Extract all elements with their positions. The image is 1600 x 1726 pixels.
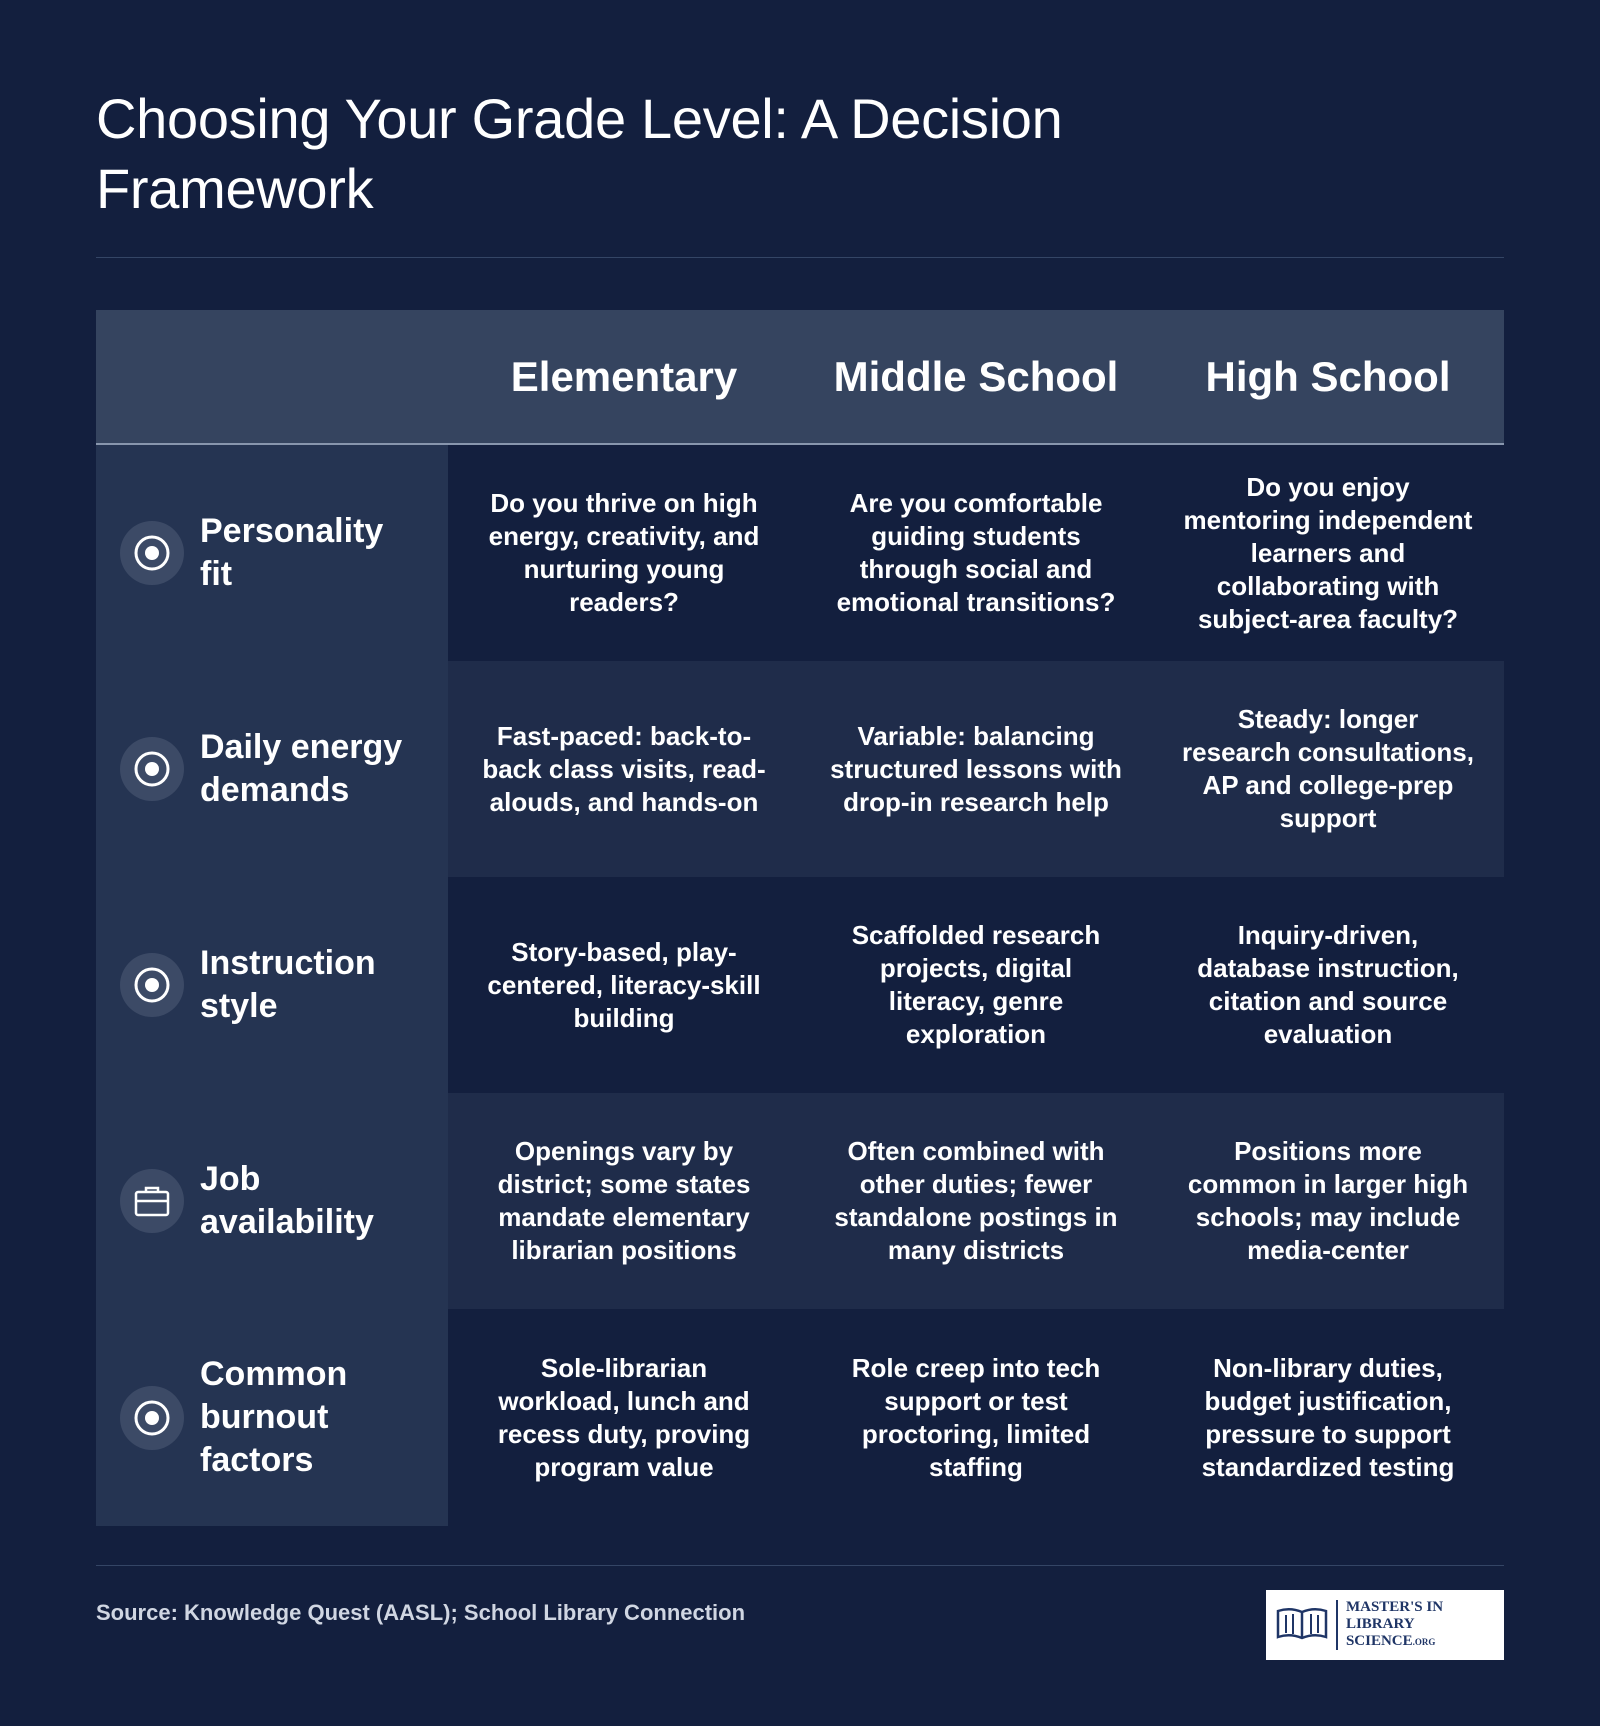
target-icon	[120, 521, 184, 585]
target-icon	[120, 737, 184, 801]
table-cell: Steady: longer research consultations, AP and college-prep support	[1152, 661, 1504, 877]
table-cell: Fast-paced: back-to-back class visits, read-alouds, and hands-on	[448, 661, 800, 877]
logo-line-1: MASTER'S IN	[1345, 1599, 1444, 1615]
logo-suffix: .ORG	[1412, 1637, 1436, 1647]
source-note: Source: Knowledge Quest (AASL); School Library Connection	[96, 1600, 746, 1625]
footer-divider	[96, 1565, 1504, 1566]
row-label-personality-fit	[96, 445, 448, 661]
row-label-text: Instruction style	[200, 944, 376, 1025]
logo-divider	[1336, 1600, 1338, 1650]
site-logo	[1266, 1590, 1504, 1660]
row-label-job-availability	[96, 1093, 448, 1309]
table-cell: Sole-librarian workload, lunch and recess duty, proving program value	[448, 1309, 800, 1526]
page-title: Choosing Your Grade Level: A Decision Framework	[96, 87, 1063, 220]
table-cell: Openings vary by district; some states mandate elementary librarian positions	[448, 1093, 800, 1309]
book-icon	[1274, 1603, 1330, 1648]
header-corner	[96, 310, 448, 445]
row-label-text: Common burnout factors	[200, 1355, 348, 1479]
briefcase-icon	[120, 1169, 184, 1233]
logo-line-2: LIBRARY SCIENCE	[1345, 1616, 1415, 1649]
table-cell: Story-based, play-centered, literacy-skill building	[448, 877, 800, 1093]
decision-table	[96, 310, 1504, 1526]
table-cell: Role creep into tech support or test proctoring, limited staffing	[800, 1309, 1152, 1526]
table-cell: Inquiry-driven, database instruction, citation and source evaluation	[1152, 877, 1504, 1093]
row-label-text: Daily energy demands	[200, 728, 403, 809]
target-icon	[120, 1386, 184, 1450]
column-header-middle-school: Middle School	[800, 310, 1152, 445]
table-cell: Variable: balancing structured lessons with drop-in research help	[800, 661, 1152, 877]
target-icon	[120, 953, 184, 1017]
table-cell: Do you thrive on high energy, creativity, and nurturing young readers?	[448, 445, 800, 661]
table-cell: Non-library duties, budget justification, pressure to support standardized testing	[1152, 1309, 1504, 1526]
table-cell: Positions more common in larger high schools; may include media-center	[1152, 1093, 1504, 1309]
row-label-text: Job availability	[200, 1160, 374, 1241]
table-cell: Do you enjoy mentoring independent learners and collaborating with subject-area faculty?	[1152, 445, 1504, 661]
row-label-instruction-style	[96, 877, 448, 1093]
column-header-high-school: High School	[1152, 310, 1504, 445]
row-label-daily-energy-demands	[96, 661, 448, 877]
row-label-text: Personality fit	[200, 512, 384, 593]
table-cell: Are you comfortable guiding students through social and emotional transitions?	[800, 445, 1152, 661]
title-divider	[96, 257, 1504, 258]
table-cell: Often combined with other duties; fewer standalone postings in many districts	[800, 1093, 1152, 1309]
row-label-common-burnout-factors	[96, 1309, 448, 1526]
column-header-elementary: Elementary	[448, 310, 800, 445]
table-cell: Scaffolded research projects, digital literacy, genre exploration	[800, 877, 1152, 1093]
logo-text	[1346, 1599, 1504, 1651]
